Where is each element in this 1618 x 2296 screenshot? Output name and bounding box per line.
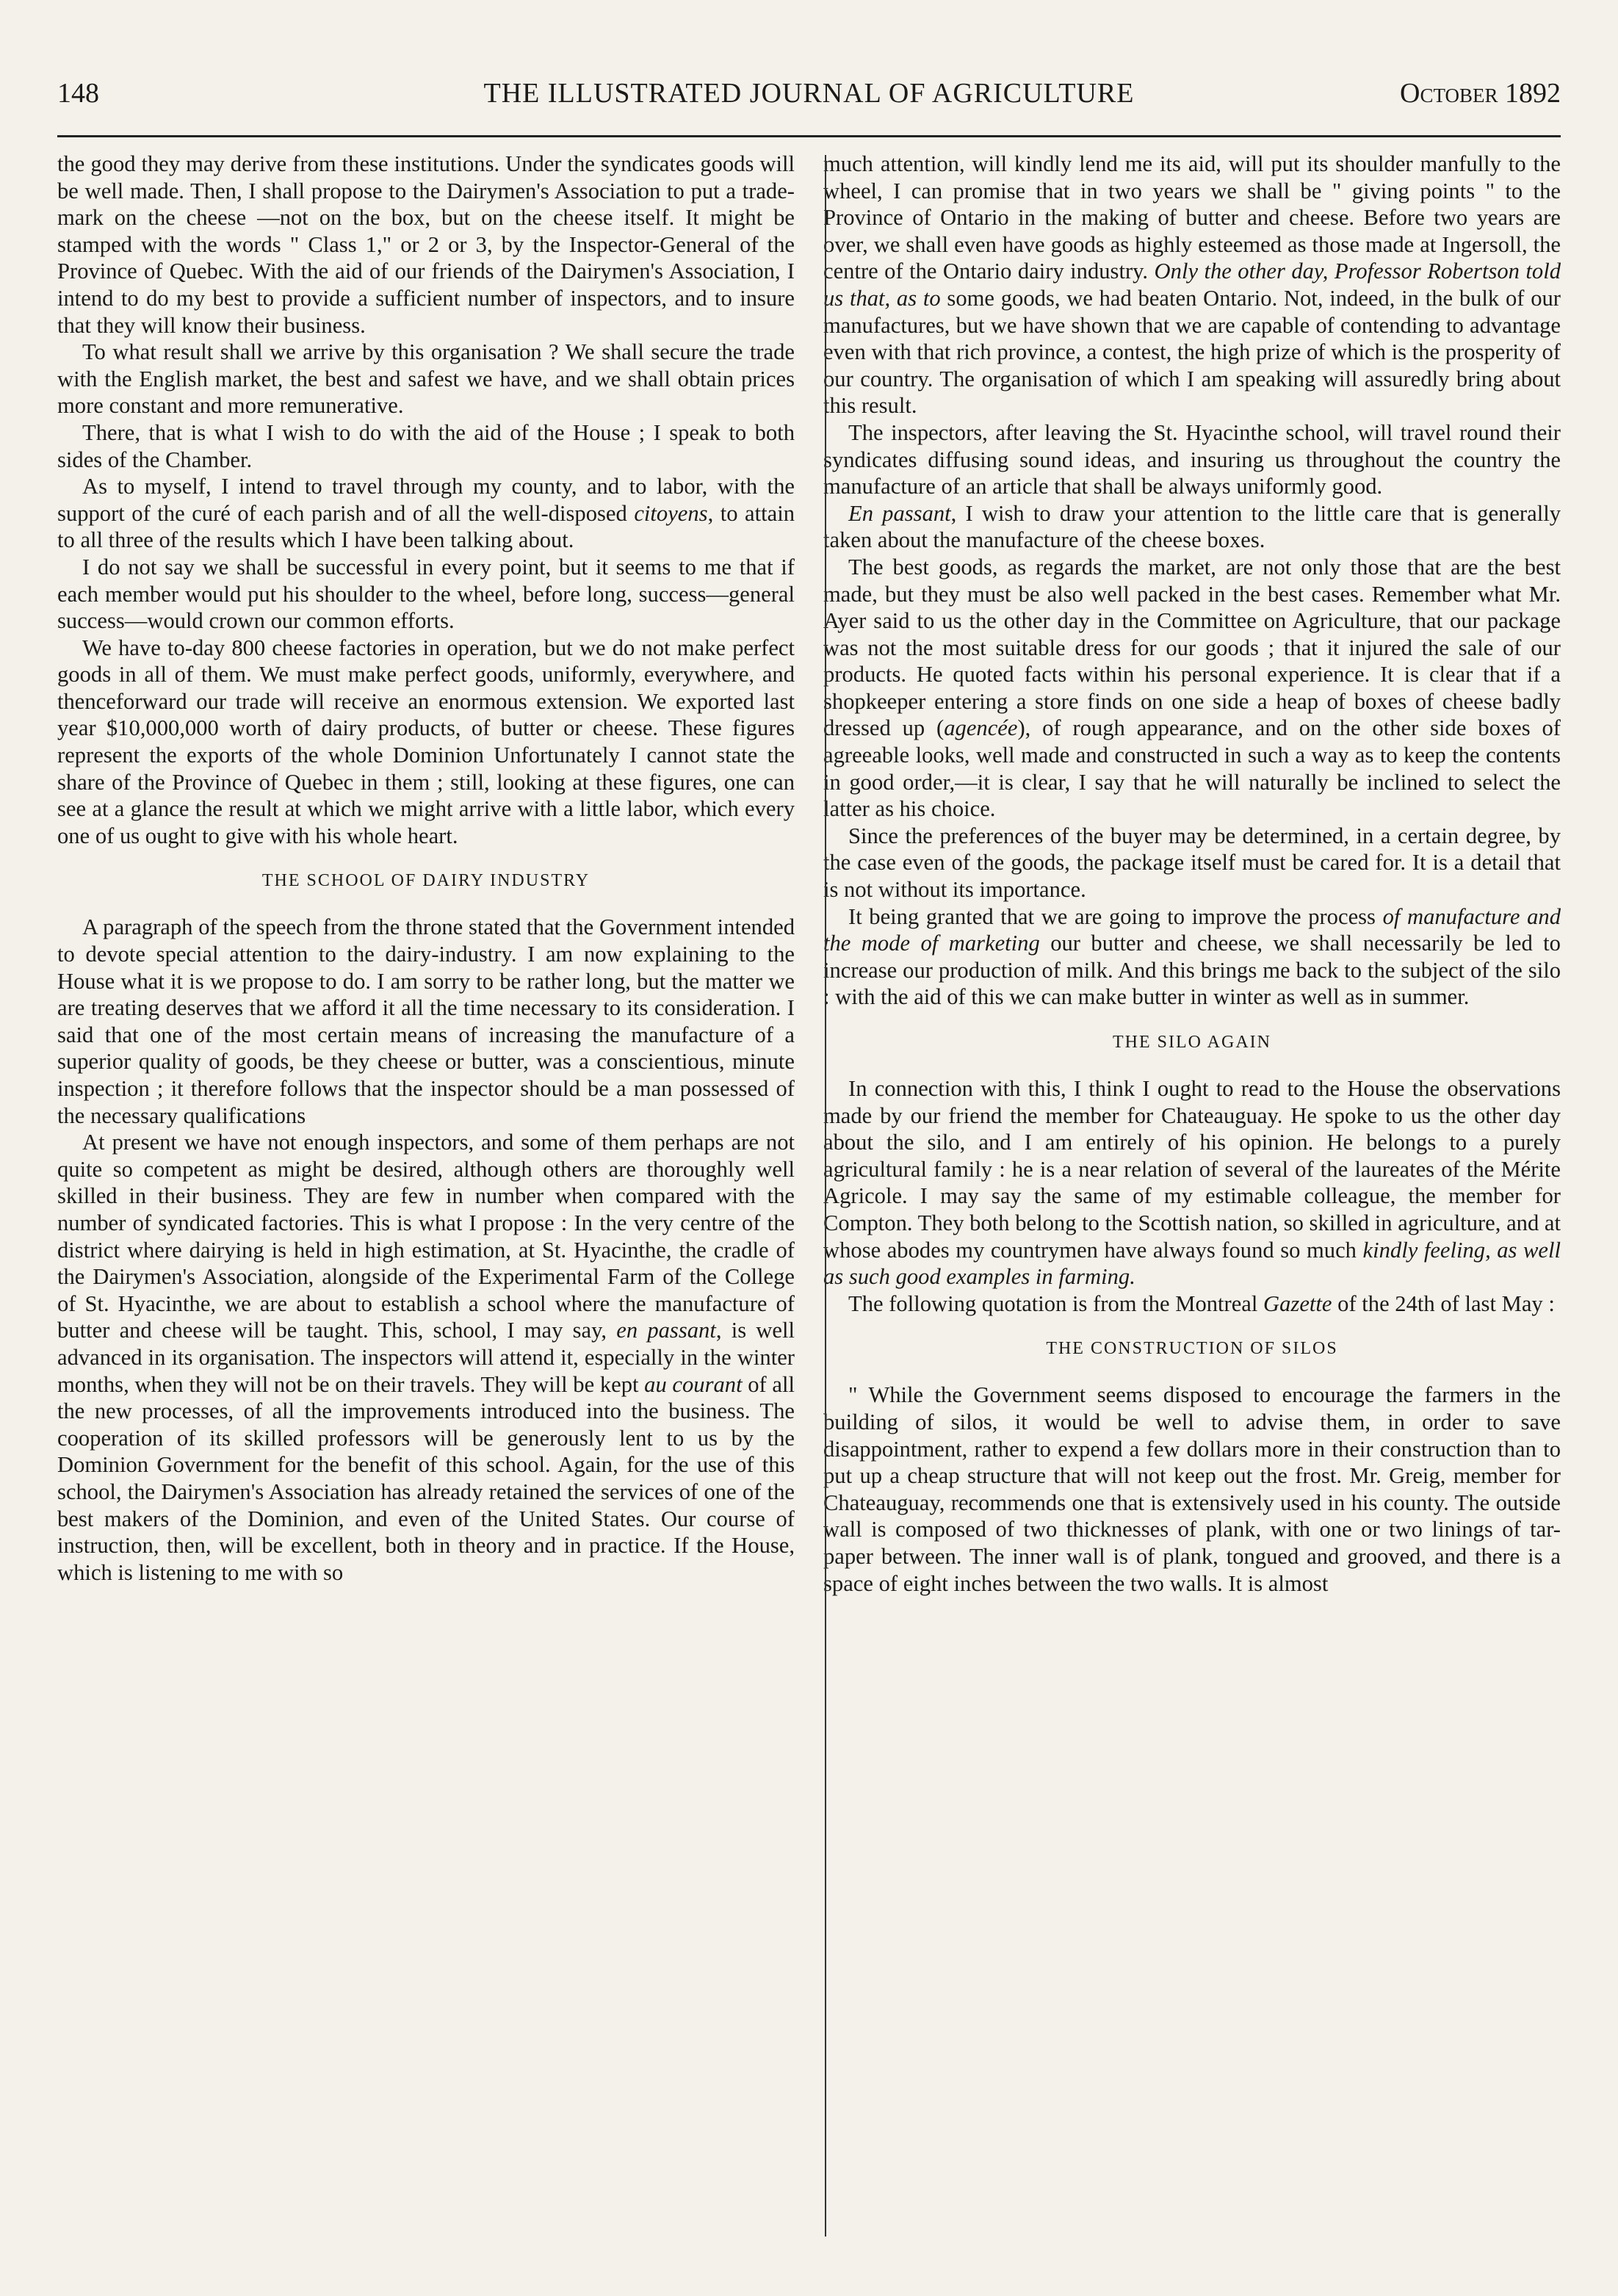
- paragraph: Since the preferences of the buyer may be determined, in a certain degree, by the case even of the goods, the package itself must be cared for. It is a detail that is not without its importance.: [823, 823, 1561, 903]
- page-header: [57, 71, 1561, 116]
- text-run: of the 24th of last May :: [1332, 1290, 1555, 1316]
- column-divider: [825, 155, 826, 2237]
- section-heading: THE CONSTRUCTION OF SILOS: [1046, 1339, 1338, 1359]
- paragraph: We have to-day 800 cheese factories in operation, but we do not make perfect goods in all of them. We must make perfect goods, uniformly, everywhere, and thenceforward our trade will receive an enormous extension. We exported last year $10,000,000 worth of dairy products, of butter or cheese. These figures represent the exports of the whole Dominion Unfortunately I cannot state the share of the Province of Quebec in them ; still, looking at these figures, one can see at a glance the result at which we might arrive with a little labor, which every one of us ought to give with his whole heart.: [57, 635, 795, 848]
- text-run: As to myself, I intend to travel through my county, and to labor, with the support of the curé of each parish and of all the well-disposed: [57, 474, 795, 526]
- italic-text: en passant: [616, 1318, 716, 1343]
- text-run: much attention, will kindly lend me its aid, will put its shoulder manfully to the wheel, I can promise that in two years we shall be " giving points " to the Province of Ontario in the making of butter and cheese. Before two years are over, we shall even have goods as highly esteemed as those made at Ingersoll, the centre of the Ontario dairy industry.: [823, 151, 1561, 284]
- text-run: The best goods, as regards the market, are not only those that are the best made, but they must be also well packed in the best cases. Remember what Mr. Ayer said to us the other day in the Committee on Agriculture, that our package was not the most suitable dress for our goods ; that it injured the sale of our products. He quoted facts within his personal experience. It is clear that if a shopkeeper entering a store finds on one side a heap of boxes of cheese badly dressed up (: [823, 554, 1561, 741]
- paragraph: [823, 500, 1561, 554]
- paragraph: [57, 1129, 795, 1586]
- italic-text: Only the other day, Professor Robertson told us that, as to: [823, 259, 1561, 311]
- text-run: some goods, we had beaten Ontario. Not, indeed, in the bulk of our manufactures, but we have shown that we are capable of contending to advantage even with that rich province, a contest, the high prize of which is the prosperity of our country. The organisation of which I am speaking will assuredly bring about this result.: [823, 285, 1561, 419]
- paragraph: A paragraph of the speech from the throne stated that the Government intended to devote special attention to the dairy-industry. I am now explaining to the House what it is we propose to do. I am sorry to be rather long, but the matter we are treating deserves that we afford it all the time necessary to its consideration. I said that one of the most certain means of increasing the manufacture of a superior quality of goods, be they cheese or butter, was a conscientious, minute inspection ; it therefore follows that the inspector should be a man possessed of the necessary qualifications: [57, 914, 795, 1128]
- paragraph: the good they may derive from these institutions. Under the syndicates goods will be well made. Then, I shall propose to the Dairymen's Association to put a trade-mark on the cheese —not on the box, but on the cheese itself. It might be stamped with the words " Class 1," or 2 or 3, by the Inspector-General of the Province of Quebec. With the aid of our friends of the Dairymen's Association, I intend to do my best to provide a sufficient number of inspectors, and to insure that they will know their business.: [57, 151, 795, 338]
- text-run: of all the new processes, of all the improvements introduced into the business. The cooperation of its skilled professors will be generously lent to us by the Dominion Government for the benefit of this school. Again, for the use of this school, the Dairymen's Association has already retained the services of one of the best makers of the Dominion, and even of the United States. Our course of instruction, then, will be excellent, both in theory and in practice. If the House, which is listening to me with so: [57, 1371, 795, 1585]
- paragraph: " While the Government seems disposed to encourage the farmers in the building of silos, it would be well to advise them, in order to save disappointment, rather to expend a few dollars more in their construction than to put up a cheap structure that will not keep out the frost. Mr. Greig, member for Chateauguay, recommends one that is extensively used in his county. The outside wall is composed of two thicknesses of plank, with one or two linings of tar-paper between. The inner wall is of plank, tongued and grooved, and there is a space of eight inches between the two walls. It is almost: [823, 1382, 1561, 1596]
- section-heading: THE SCHOOL OF DAIRY INDUSTRY: [261, 871, 591, 891]
- text-run: At present we have not enough inspectors, and some of them perhaps are not quite so competent as might be desired, although others are thoroughly well skilled in their business. They are few in number when compared with the number of syndicated factories. This is what I propose : In the very centre of the district where dairying is held in high estimation, at St. Hyacinthe, the cradle of the Dairymen's Association, alongside of the Experimental Farm of the College of St. Hyacinthe, we are about to establish a school where the manufacture of butter and cheese will be taught. This, school, I may say,: [57, 1130, 795, 1343]
- paragraph: [823, 1290, 1561, 1318]
- text-run: ), of rough appearance, and on the other side boxes of agreeable looks, well made and constructed in such a way as to keep the contents in good order,—it is clear, I say that he will naturally be inclined to select the latter as his choice.: [823, 715, 1561, 822]
- text-run: , I wish to draw your attention to the little care that is generally taken about the manufacture of the cheese boxes.: [823, 500, 1561, 553]
- italic-text: citoyens: [634, 500, 708, 526]
- text-run: In connection with this, I think I ought to read to the House the observations made by our friend the member for Chateauguay. He spoke to us the other day about the silo, and I am entirely of his opinion. He belongs to a purely agricultural family : he is a near relation of several of the laureates of the Mérite Agricole. I may say the same of my estimable colleague, the member for Compton. They both belong to the Scottish nation, so skilled in agriculture, and at whose abodes my countrymen have always found so much: [823, 1076, 1561, 1263]
- italic-text: of manufacture and the mode of marketing: [823, 903, 1561, 956]
- header-rule: [57, 135, 1561, 137]
- paragraph: To what result shall we arrive by this organisation ? We shall secure the trade with the English market, the best and safest we have, and we shall obtain prices more constant and more remunerative.: [57, 339, 795, 419]
- italic-text: agencée: [944, 715, 1018, 741]
- right-column: [823, 151, 1561, 2237]
- italic-text: au courant: [644, 1371, 743, 1397]
- text-run: , to attain to all three of the results which I have been talking about.: [57, 500, 795, 553]
- italic-text: Gazette: [1263, 1290, 1332, 1316]
- journal-title: THE ILLUSTRATED JOURNAL OF AGRICULTURE: [483, 78, 1135, 109]
- article-columns: [57, 151, 1561, 2237]
- italic-text: kindly feeling, as well as such good examples in farming.: [823, 1237, 1561, 1290]
- text-run: The following quotation is from the Montreal: [848, 1290, 1264, 1316]
- text-run: , is well advanced in its organisation. The inspectors will attend it, especially in the winter months, when they will not be on their travels. They will be kept: [57, 1318, 795, 1397]
- paragraph: There, that is what I wish to do with the aid of the House ; I speak to both sides of the Chamber.: [57, 419, 795, 472]
- paragraph: I do not say we shall be successful in every point, but it seems to me that if each member would put his shoulder to the wheel, before long, success—general success—would crown our common efforts.: [57, 554, 795, 634]
- paragraph: [823, 1075, 1561, 1290]
- page-number: 148: [57, 78, 99, 109]
- paragraph: [57, 473, 795, 554]
- italic-text: En passant: [848, 500, 951, 526]
- issue-date: October 1892: [1400, 78, 1561, 109]
- paragraph: [823, 903, 1561, 1011]
- left-column: [57, 151, 795, 2237]
- text-run: our butter and cheese, we shall necessarily be led to increase our production of milk. And this brings me back to the subject of the silo : with the aid of this we can make butter in winter as well as in summer.: [823, 931, 1561, 1010]
- text-run: It being granted that we are going to improve the process: [848, 903, 1383, 929]
- paragraph: The inspectors, after leaving the St. Hyacinthe school, will travel round their syndicates diffusing sound ideas, and insuring us throughout the country the manufacture of an article that shall be always uniformly good.: [823, 419, 1561, 499]
- paragraph: [823, 554, 1561, 823]
- paragraph: [823, 151, 1561, 419]
- section-heading: THE SILO AGAIN: [1113, 1033, 1271, 1052]
